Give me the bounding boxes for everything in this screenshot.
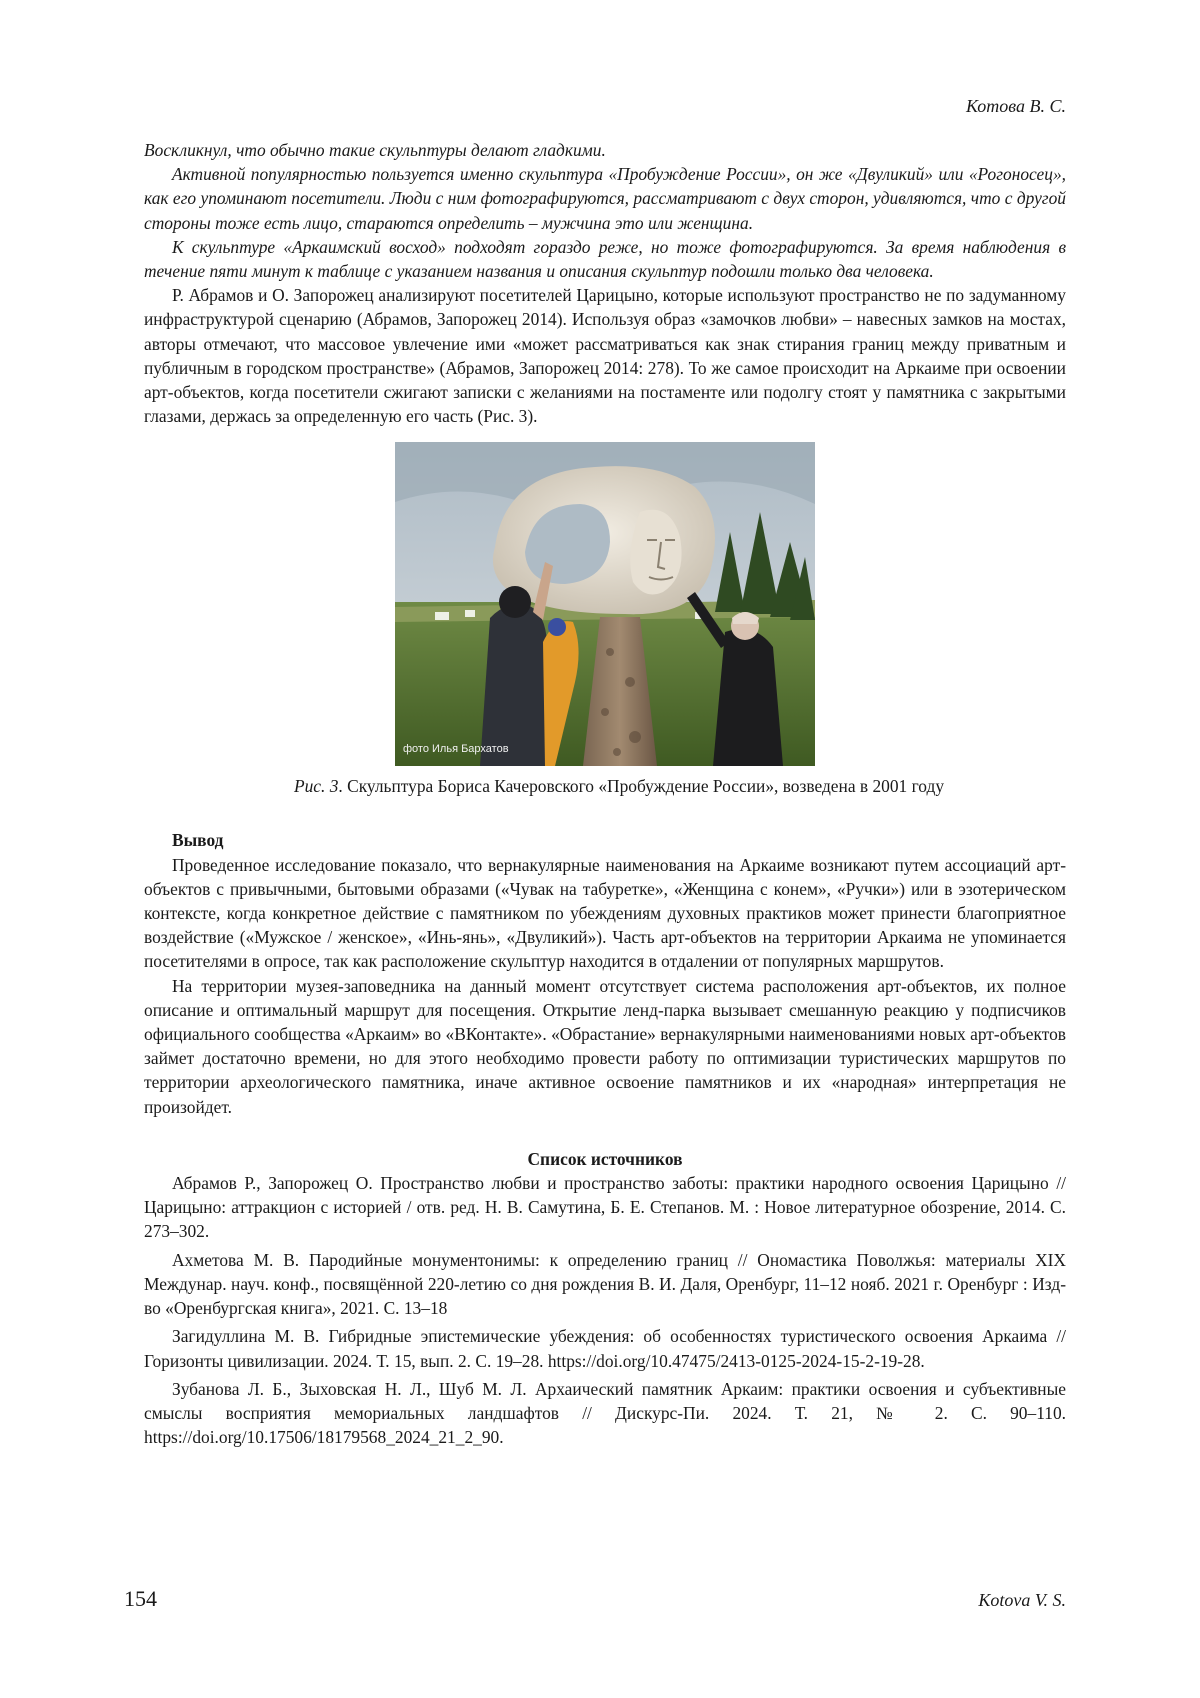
figure-caption bbox=[144, 774, 1066, 798]
source-item: Зубанова Л. Б., Зыховская Н. Л., Шуб М. Л. Архаический памятник Аркаим: практики освоения и субъективные смыслы восприятия мемориальных ландшафтов // Дискурс-Пи. 2024. Т. 21, № 2. С. 90–110. https://doi.org/10.17506/18179568_2024_21_2_90. bbox=[144, 1378, 1066, 1448]
article-body bbox=[144, 138, 1066, 1449]
running-head-author: Котова В. С. bbox=[966, 96, 1066, 116]
page-number: 154 bbox=[124, 1586, 157, 1611]
conclusion-paragraph-1: Проведенное исследование показало, что вернакулярные наименования на Аркаиме возникают путем ассоциаций арт-объектов с привычными, бытовыми образами («Чувак на табуретке», «Женщина с конем», «Ручки») или в эзотерическом контексте, когда конкретное действие с памятником по убеждениям духовных практиков может принести благоприятное воздействие («Мужское / женское», «Инь-янь», «Двуликий»). Часть арт-объектов на территории Аркаима не упоминается посетителями в опросе, так как расположение скульптур находится в отдалении от популярных маршрутов. bbox=[144, 854, 1066, 972]
figure-caption-text: . Скульптура Бориса Качеровского «Пробуждение России», возведена в 2001 году bbox=[338, 776, 945, 797]
paragraph-quote-3: К скульптуре «Аркаимский восход» подходят гораздо реже, но тоже фотографируются. За время наблюдения в течение пяти минут к таблице с указанием названия и описания скульптур подошли только два человека. bbox=[144, 236, 1066, 282]
source-item: Загидуллина М. В. Гибридные эпистемические убеждения: об особенностях туристического освоения Аркаима // Горизонты цивилизации. 2024. Т. 15, вып. 2. С. 19–28. https://doi.org/10.47475/2413-0125-2024-15-2-19-28. bbox=[144, 1326, 1066, 1371]
paragraph-quote-1: Воскликнул, что обычно такие скульптуры делают гладкими. bbox=[144, 140, 606, 160]
sculpture-photo bbox=[395, 442, 815, 766]
footer-author: Kotova V. S. bbox=[978, 1590, 1066, 1610]
sources-title: Список источников bbox=[527, 1148, 683, 1169]
figure-caption-label: Рис. 3 bbox=[293, 776, 339, 797]
paragraph-quote-2: Активной популярностью пользуется именно скульптура «Пробуждение России», он же «Двуликий» или «Рогоносец», как его упоминают посетители. Люди с ним фотографируются, рассматривают с двух сторон, удивляются, что с другой стороны тоже есть лицо, стараются определить – мужчина это или женщина. bbox=[144, 164, 1066, 233]
paragraph-analysis: Р. Абрамов и О. Запорожец анализируют посетителей Царицыно, которые используют пространство не по задуманному инфраструктурой сценарию (Абрамов, Запорожец 2014). Используя образ «замочков любви» – навесных замков на мостах, авторы отмечают, что массовое увлечение ими «может рассматриваться как знак стирания границ между приватным и публичным в городском пространстве» (Абрамов, Запорожец 2014: 278). То же самое происходит на Аркаиме при освоении арт-объектов, когда посетители сжигают записки с желаниями на постаменте или подолгу стоят у памятника с закрытыми глазами, держась за определенную его часть (Рис. 3). bbox=[144, 285, 1066, 427]
photo-credit: фото Илья Бархатов bbox=[403, 743, 509, 756]
figure-3 bbox=[144, 442, 1066, 798]
conclusion-paragraph-2: На территории музея-заповедника на данный момент отсутствует система расположения арт-объектов, их полное описание и оптимальный маршрут для посещения. Открытие ленд-парка вызывает смешанную реакцию у подписчиков официального сообщества «Аркаим» во «ВКонтакте». «Обрастание» вернакулярными наименованиями новых арт-объектов займет достаточно времени, но для этого необходимо провести работу по оптимизации туристических маршрутов по территории археологического памятника, иначе активное освоение памятников и их «народная» интерпретация не произойдет. bbox=[144, 975, 1066, 1117]
source-item: Ахметова М. В. Пародийные монументонимы: к определению границ // Ономастика Поволжья: материалы XIX Междунар. науч. конф., посвящённой 220-летию со дня рождения В. И. Даля, Оренбург, 11–12 нояб. 2021 г. Оренбург : Изд-во «Оренбургская книга», 2021. С. 13–18 bbox=[144, 1249, 1066, 1319]
conclusion-title: Вывод bbox=[172, 830, 224, 851]
source-item: Абрамов Р., Запорожец О. Пространство любви и пространство заботы: практики народного освоения Царицыно // Царицыно: аттракцион с историей / отв. ред. Н. В. Самутина, Б. Е. Степанов. М. : Новое литературное обозрение, 2014. С. 273–302. bbox=[144, 1173, 1066, 1242]
sculpture-photo-illustration bbox=[395, 442, 815, 766]
